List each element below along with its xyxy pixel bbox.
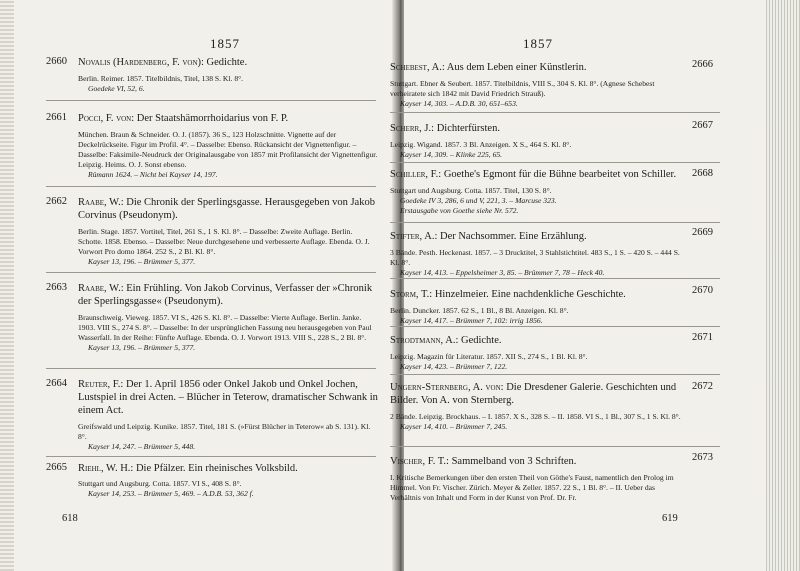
entry-title-line xyxy=(78,56,378,69)
entry-number: 2660 xyxy=(46,56,67,67)
right-page-edge xyxy=(766,0,800,571)
entry-title-line xyxy=(390,381,684,407)
entry-number: 2669 xyxy=(692,227,713,238)
entry-number: 2667 xyxy=(692,120,713,131)
entry-number: 2666 xyxy=(692,59,713,70)
entry-title: Die Chronik der Sperlingsgasse. Herausgegeben von Jakob Corvinus (Pseudonym). xyxy=(78,197,375,221)
entry-title: Aus dem Leben einer Künstlerin. xyxy=(446,62,587,73)
entry-publication: Stuttgart und Augsburg. Cotta. 1857. Titel, 130 S. 8°. xyxy=(390,186,552,195)
entry-title: Goethe's Egmont für die Bühne bearbeitet von Schiller. xyxy=(443,169,677,180)
entry-title: Hinzelmeier. Eine nachdenkliche Geschichte. xyxy=(434,289,626,300)
entry-2665 xyxy=(46,462,378,499)
entry-reference: Goedeke IV 3, 286, 6 und V, 221, 3. – Marcuse 323. xyxy=(400,196,557,205)
entry-2671 xyxy=(390,332,713,372)
entry-author: Stifter, A.: xyxy=(390,231,438,242)
entry-title: Die Dresdener Galerie. Geschichten und Bilder. Von A. von Sternberg. xyxy=(390,382,677,406)
entry-publication: Berlin. Reimer. 1857. Titelbildnis, Titel, 138 S. Kl. 8°. xyxy=(78,74,244,83)
entry-author: Schiller, F.: xyxy=(390,169,442,180)
entry-author: Novalis (Hardenberg, F. von): xyxy=(78,57,204,68)
entry-divider xyxy=(46,100,376,101)
entry-divider xyxy=(46,186,376,187)
entry-2660 xyxy=(46,56,378,94)
entry-publication: Leipzig. Wigand. 1857. 3 Bl. Anzeigen. X S., 464 S. Kl. 8°. xyxy=(390,140,572,149)
entry-publication: Berlin. Duncker. 1857. 62 S., 1 Bl., 8 Bl. Anzeigen. Kl. 8°. xyxy=(390,306,569,315)
entry-reference: Goedeke VI, 52, 6. xyxy=(88,84,145,93)
entry-title-line xyxy=(390,168,684,181)
entry-divider xyxy=(46,272,376,273)
entry-reference: Kayser 14, 253. – Brümmer 5, 469. – A.D.B. 53, 362 f. xyxy=(88,489,254,498)
entry-reference: Erstausgabe von Goethe siehe Nr. 572. xyxy=(400,206,519,215)
entry-publication: Stuttgart und Augsburg. Cotta. 1857. VI S., 408 S. 8°. xyxy=(78,479,242,488)
entry-author: Strodtmann, A.: xyxy=(390,335,459,346)
entry-title-line xyxy=(78,282,378,308)
left-page-number: 618 xyxy=(62,513,78,524)
entry-divider xyxy=(46,368,376,369)
entry-number: 2673 xyxy=(692,452,713,463)
entry-publication: Berlin. Stage. 1857. Vortitel, Titel, 261 S., 1 S. Kl. 8°. – Dasselbe: Zweite Auflage. Berlin. Schotte. 1858. Ebenso. – Dasselbe: Neue durchgesehene und verbesserte Auflage. Ebenda. O. J. Vorwort Pro domo 1864. 252 S., 2 Bl. Kl. 8°. xyxy=(78,227,370,256)
entry-divider xyxy=(390,374,720,375)
entry-number: 2664 xyxy=(46,378,67,389)
entry-publication: Braunschweig. Vieweg. 1857. VI S., 426 S. Kl. 8°. – Dasselbe: Vierte Auflage. Berlin. Janke. 1903. VIII S., 274 S. 8°. – Dasselbe: In der ursprünglichen Fassung neu herausgegeben von Paul Wasserfall. In der Reihe: Fünfte Auflage. Ebenda. O. J. Vorwort 1913. VIII S., 228 S., 2 Bl. 8°. xyxy=(78,313,372,342)
entry-reference: Kayser 14, 413. – Eppelsheimer 3, 85. – Brümmer 7, 78 – Heck 40. xyxy=(400,268,605,277)
entry-title: Sammelband von 3 Schriften. xyxy=(451,456,577,467)
right-page-number: 619 xyxy=(662,513,678,524)
left-page-edge xyxy=(0,0,14,571)
entry-publication: 3 Bände. Pesth. Heckenast. 1857. – 3 Drucktitel, 3 Stahlstichtitel. 483 S., 1 S. – 420 S. – 444 S. Kl. 8°. xyxy=(390,248,680,267)
entry-reference: Kayser 13, 196. – Brümmer 5, 377. xyxy=(88,343,196,352)
entry-2661 xyxy=(46,112,378,180)
entry-number: 2661 xyxy=(46,112,67,123)
entry-number: 2671 xyxy=(692,332,713,343)
entry-divider xyxy=(390,112,720,113)
entry-title: Der Nachsommer. Eine Erzählung. xyxy=(439,231,587,242)
entry-divider xyxy=(390,326,720,327)
entry-title-line xyxy=(390,122,684,135)
entry-number: 2668 xyxy=(692,168,713,179)
entry-2662 xyxy=(46,196,378,267)
entry-2672 xyxy=(390,381,713,432)
right-page-year: 1857 xyxy=(523,36,553,51)
entry-author: Ungern-Sternberg, A. von: xyxy=(390,382,504,393)
entry-publication: Greifswald und Leipzig. Kunike. 1857. Titel, 181 S. (»Fürst Blücher in Teterow« ab S. 131). Kl. 8°. xyxy=(78,422,371,441)
entry-divider xyxy=(390,222,720,223)
entry-number: 2672 xyxy=(692,381,713,392)
entry-reference: Kayser 14, 423. – Brümmer 7, 122. xyxy=(400,362,508,371)
entry-2666 xyxy=(390,59,713,109)
entry-title-line xyxy=(390,61,684,74)
entry-author: Reuter, F.: xyxy=(78,379,124,390)
entry-title: Die Pfälzer. Ein rheinisches Volksbild. xyxy=(135,463,298,474)
entry-2667 xyxy=(390,120,713,160)
entry-title-line xyxy=(78,378,378,417)
entry-number: 2670 xyxy=(692,285,713,296)
entry-author: Pocci, F. von: xyxy=(78,113,135,124)
entry-reference: Kayser 14, 410. – Brümmer 7, 245. xyxy=(400,422,508,431)
entry-number: 2665 xyxy=(46,462,67,473)
entry-title-line xyxy=(78,196,378,222)
entry-reference: Rümann 1624. – Nicht bei Kayser 14, 197. xyxy=(88,170,218,179)
entry-title-line xyxy=(390,288,684,301)
entry-title: Der 1. April 1856 oder Onkel Jakob und Onkel Jochen, Lustspiel in drei Acten. – Blücher in Teterow, dramatischer Schwank in einem Act. xyxy=(78,379,378,416)
entry-title: Gedichte. xyxy=(460,335,502,346)
entry-2663 xyxy=(46,282,378,353)
entry-author: Riehl, W. H.: xyxy=(78,463,134,474)
entry-publication: Stuttgart. Ebner & Seubert. 1857. Titelbildnis, VIII S., 304 S. Kl. 8°. (Agnese Schebest verheiratete sich 1842 mit David Friedrich Strauß). xyxy=(390,79,655,98)
entry-title-line xyxy=(390,334,684,347)
entry-publication: I. Kritische Bemerkungen über den ersten Theil von Göthe's Faust, namentlich den Prolog im Himmel. Von Fr. Vischer. Zürich. Meyer & Zeller. 1857. 22 S., 1 Bl. 8°. – II. Ueber das Verhältnis von Inhalt und Form in der Kunst von Prof. Dr. Fr. xyxy=(390,473,674,502)
entry-number: 2662 xyxy=(46,196,67,207)
entry-reference: Kayser 14, 247. – Brümmer 5, 448. xyxy=(88,442,196,451)
entry-reference: Kayser 14, 309. – Klinke 225, 65. xyxy=(400,150,503,159)
entry-title: Der Staatshämorrhoidarius von F. P. xyxy=(136,113,289,124)
entry-divider xyxy=(46,456,376,457)
entry-2669 xyxy=(390,227,713,278)
entry-reference: Kayser 14, 417. – Brümmer 7, 102: irrig 1856. xyxy=(400,316,543,325)
left-page xyxy=(0,0,396,571)
entry-divider xyxy=(390,162,720,163)
entry-publication: München. Braun & Schneider. O. J. (1857). 36 S., 123 Holzschnitte. Vignette auf der Deckelrückseite. Figur im Profil. 4°. – Dasselbe: Ebenso. Rückansicht der Vignettenfigur. – Dasselbe: Faksimile-Neudruck der Originalausgabe von 1857 mit Profilansicht der Vignettenfigur. Leipzig. Heims. O. J. Sonst ebenso. xyxy=(78,130,378,169)
entry-author: Raabe, W.: xyxy=(78,283,124,294)
entry-title: Gedichte. xyxy=(206,57,248,68)
entry-title-line xyxy=(78,112,378,125)
left-page-year: 1857 xyxy=(210,36,240,51)
entry-number: 2663 xyxy=(46,282,67,293)
right-page xyxy=(390,0,800,571)
entry-publication: 2 Bände. Leipzig. Brockhaus. – I. 1857. X S., 328 S. – II. 1858. VI S., 1 Bl., 307 S., 1 S. Kl. 8°. xyxy=(390,412,681,421)
entry-2673 xyxy=(390,452,713,503)
entry-title-line xyxy=(78,462,378,475)
entry-author: Vischer, F. T.: xyxy=(390,456,449,467)
entry-author: Scherr, J.: xyxy=(390,123,435,134)
entry-title-line xyxy=(390,455,684,468)
entry-2664 xyxy=(46,378,378,452)
entry-2670 xyxy=(390,285,713,326)
entry-reference: Kayser 13, 196. – Brümmer 5, 377. xyxy=(88,257,196,266)
entry-title: Ein Frühling. Von Jakob Corvinus, Verfasser der »Chronik der Sperlingsgasse« (Pseudonym). xyxy=(78,283,373,307)
entry-divider xyxy=(390,278,720,279)
entry-title: Dichterfürsten. xyxy=(436,123,500,134)
entry-title-line xyxy=(390,230,684,243)
entry-divider xyxy=(390,446,720,447)
entry-publication: Leipzig. Magazin für Literatur. 1857. XII S., 274 S., 1 Bl. Kl. 8°. xyxy=(390,352,588,361)
entry-2668 xyxy=(390,168,713,216)
entry-reference: Kayser 14, 303. – A.D.B. 30, 651–653. xyxy=(400,99,518,108)
entry-author: Schebest, A.: xyxy=(390,62,445,73)
entry-author: Storm, T.: xyxy=(390,289,433,300)
entry-author: Raabe, W.: xyxy=(78,197,124,208)
